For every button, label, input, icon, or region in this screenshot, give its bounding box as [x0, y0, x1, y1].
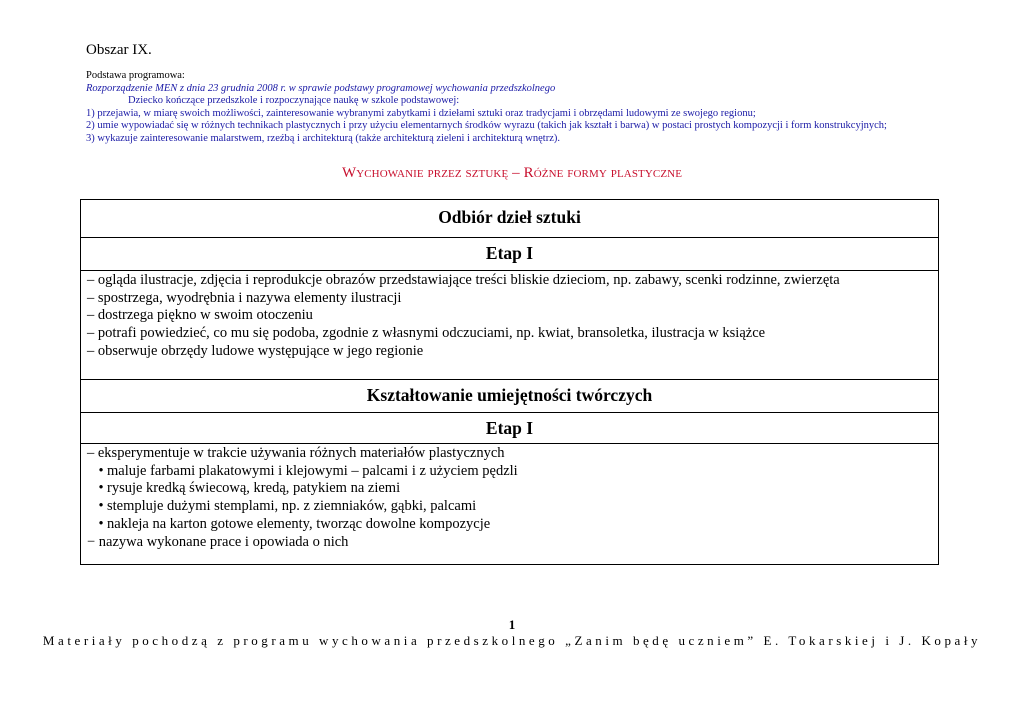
section-2-title: Kształtowanie umiejętności twórczych	[366, 385, 653, 405]
basis-label: Podstawa programowa:	[86, 70, 185, 81]
section-2-stage-row	[81, 412, 938, 443]
section-2-list	[87, 445, 938, 551]
bullet-icon: •	[98, 480, 104, 497]
list-item: – potrafi powiedzieć, co mu się podoba, zgodnie z własnymi odczuciami, np. kwiat, bransoletka, ilustracja w książce	[87, 325, 766, 342]
list-item: – spostrzega, wyodrębnia i nazywa elementy ilustracji	[87, 289, 402, 306]
page-number: 1	[508, 617, 516, 632]
basis-lead: Dziecko kończące przedszkole i rozpoczynające naukę w szkole podstawowej:	[128, 95, 460, 106]
sub-list-item	[87, 463, 938, 481]
list-item: − nazywa wykonane prace i opowiada o nich	[87, 533, 349, 550]
heading-part-1: ychowanie przez sztukę	[356, 165, 509, 181]
list-item: – dostrzega piękno w swoim otoczeniu	[87, 307, 313, 324]
curriculum-basis	[86, 70, 986, 145]
basis-goal: 2) umie wypowiadać się w różnych technikach plastycznych i przy użyciu elementarnych środków wyrazu (takich jak kształt i barwa) w postaci prostych kompozycji i form konstrukcyjnych;	[86, 120, 887, 131]
sub-item-text: maluje farbami plakatowymi i klejowymi – palcami i z użyciem pędzli	[107, 462, 518, 479]
heading-dash: –	[508, 165, 524, 181]
main-heading	[0, 165, 1024, 182]
section-2-content	[81, 443, 938, 564]
basis-goal: 1) przejawia, w miarę swoich możliwości, zainteresowanie wybranymi zabytkami i dziełami sztuki oraz tradycjami i obrzędami ludowymi ze swojego regionu;	[86, 107, 756, 119]
decree-reference: Rozporządzenie MEN z dnia 23 grudnia 2008 r. w sprawie podstawy programowej wychowania przedszkolnego	[86, 82, 556, 94]
list-item: – ogląda ilustracje, zdjęcia i reprodukcje obrazów przedstawiające treści bliskie dzieciom, np. zabawy, scenki rodzinne, zwierzęta	[87, 272, 840, 288]
section-1-stage-row	[81, 237, 938, 270]
sub-list-item	[87, 516, 938, 534]
sub-item-text: nakleja na karton gotowe elementy, tworząc dowolne kompozycje	[107, 515, 491, 532]
footer-note: Materiały pochodzą z programu wychowania przedszkolnego „Zanim będę uczniem” E. Tokarskiej i J. Kopały	[42, 633, 982, 648]
sub-item-text: stempluje dużymi stemplami, np. z ziemniaków, gąbki, palcami	[107, 498, 477, 515]
section-1-stage: Etap I	[485, 243, 534, 263]
list-item: – eksperymentuje w trakcie używania różnych materiałów plastycznych	[87, 445, 505, 461]
sub-list-item	[87, 498, 938, 516]
section-2-title-row	[81, 379, 938, 412]
list-item: – obserwuje obrzędy ludowe występujące w jego regionie	[87, 342, 424, 359]
section-2-stage: Etap I	[485, 418, 534, 438]
section-1-list	[87, 272, 938, 361]
section-1-content	[81, 270, 938, 379]
section-1-title: Odbiór dzieł sztuki	[438, 207, 581, 227]
heading-initial-r: R	[523, 165, 534, 181]
bullet-icon: •	[98, 462, 104, 479]
sub-list-item	[87, 480, 938, 498]
bullet-icon: •	[98, 498, 104, 515]
section-1-title-row	[81, 200, 938, 237]
heading-part-2: óżne formy plastyczne	[533, 165, 683, 181]
area-title: Obszar IX.	[86, 42, 152, 58]
heading-initial-w: W	[341, 165, 357, 181]
bullet-icon: •	[98, 515, 104, 532]
content-table	[80, 199, 939, 565]
basis-goal: 3) wykazuje zainteresowanie malarstwem, rzeźbą i architekturą (także architekturą zieleni i architekturą wnętrz).	[86, 132, 560, 144]
sub-item-text: rysuje kredką świecową, kredą, patykiem na ziemi	[107, 480, 401, 497]
